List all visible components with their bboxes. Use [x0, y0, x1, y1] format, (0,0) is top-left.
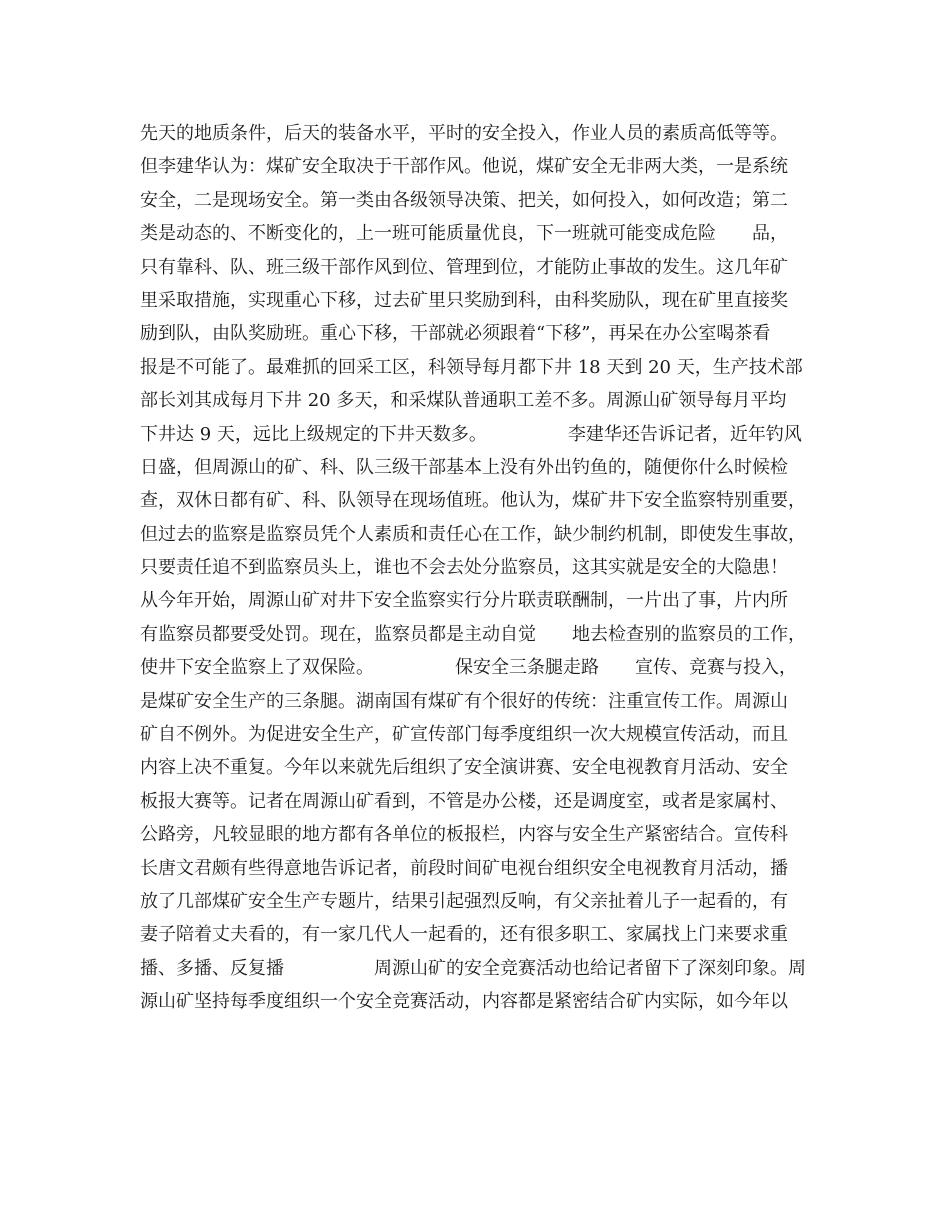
- text-line: 报是不可能了。最难抓的回采工区，科领导每月都下井 18 天到 20 天，生产技术部: [140, 356, 803, 378]
- text-line: 有监察员都要受处罚。现在，监察员都是主动自觉 地去检查别的监察员的工作，: [140, 623, 806, 645]
- text-line: 妻子陪着丈夫看的，有一家几代人一起看的，还有很多职工、家属找上门来要求重: [140, 924, 788, 946]
- text-line: 公路旁，凡较显眼的地方都有各单位的板报栏，内容与安全生产紧密结合。宣传科: [140, 824, 788, 846]
- text-line: 只要责任追不到监察员头上，谁也不会去处分监察员，这其实就是安全的大隐患！: [140, 557, 788, 579]
- text-line: 下井达 9 天，远比上级规定的下井天数多。 李建华还告诉记者，近年钓风: [140, 423, 802, 445]
- text-line: 只有靠科、队、班三级干部作风到位、管理到位，才能防止事故的发生。这几年矿: [140, 256, 788, 278]
- text-line: 励到队，由队奖励班。重心下移，干部就必须跟着“下移”，再呆在办公室喝茶看: [140, 323, 771, 345]
- text-line: 先天的地质条件，后天的装备水平，平时的安全投入，作业人员的素质高低等等。: [140, 123, 788, 144]
- text-line: 从今年开始，周源山矿对井下安全监察实行分片联责联酬制，一片出了事，片内所: [140, 590, 788, 612]
- text-line: 源山矿坚持每季度组织一个安全竞赛活动，内容都是紧密结合矿内实际，如今年以: [140, 991, 788, 1013]
- text-line: 长唐文君颇有些得意地告诉记者，前段时间矿电视台组织安全电视教育月活动，播: [140, 857, 788, 879]
- text-line: 类是动态的、不断变化的，上一班可能质量优良，下一班就可能变成危险 品，: [140, 223, 788, 245]
- text-line: 放了几部煤矿安全生产专题片，结果引起强烈反响，有父亲扯着儿子一起看的，有: [140, 890, 788, 912]
- text-line: 安全，二是现场安全。第一类由各级领导决策、把关，如何投入，如何改造；第二: [140, 189, 788, 211]
- body-text: [140, 117, 830, 1019]
- text-line: 日盛，但周源山的矿、科、队三级干部基本上没有外出钓鱼的，随便你什么时候检: [140, 456, 788, 478]
- text-line: 查，双休日都有矿、科、队领导在现场值班。他认为，煤矿井下安全监察特别重要，: [140, 490, 806, 512]
- text-line: 播、多播、反复播 周源山矿的安全竞赛活动也给记者留下了深刻印象。周: [140, 957, 806, 979]
- text-line: 但过去的监察是监察员凭个人素质和责任心在工作，缺少制约机制，即使发生事故，: [140, 523, 806, 545]
- text-line: 部长刘其成每月下井 20 多天，和采煤队普通职工差不多。周源山矿领导每月平均: [140, 390, 787, 412]
- text-line: 里采取措施，实现重心下移，过去矿里只奖励到科，由科奖励队，现在矿里直接奖: [140, 289, 788, 311]
- text-line: 使井下安全监察上了双保险。 保安全三条腿走路 宣传、竞赛与投入，: [140, 657, 797, 679]
- text-line: 但李建华认为：煤矿安全取决于干部作风。他说，煤矿安全无非两大类，一是系统: [140, 156, 788, 178]
- text-line: 矿自不例外。为促进安全生产，矿宣传部门每季度组织一次大规模宣传活动，而且: [140, 724, 788, 746]
- text-line: 内容上决不重复。今年以来就先后组织了安全演讲赛、安全电视教育月活动、安全: [140, 757, 788, 779]
- text-line: 板报大赛等。记者在周源山矿看到，不管是办公楼，还是调度室，或者是家属村、: [140, 790, 788, 812]
- text-line: 是煤矿安全生产的三条腿。湖南国有煤矿有个很好的传统：注重宣传工作。周源山: [140, 690, 788, 712]
